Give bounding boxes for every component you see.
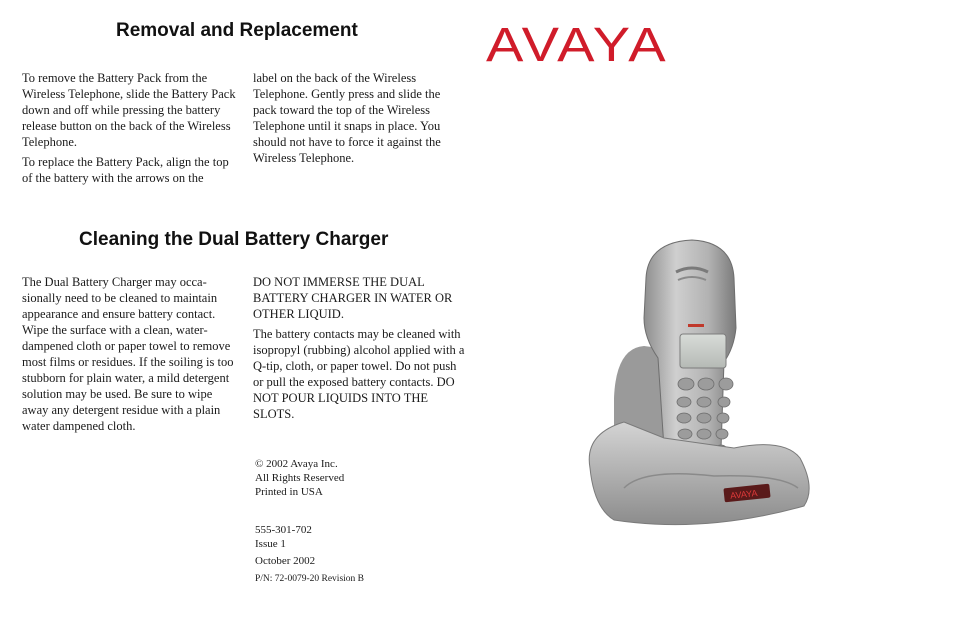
printed-line: Printed in USA	[255, 486, 323, 498]
section-title-cleaning: Cleaning the Dual Battery Charger	[79, 229, 389, 250]
section-title-removal: Removal and Replacement	[116, 20, 358, 41]
rights-line: All Rights Reserved	[255, 472, 345, 484]
document-info-block	[255, 523, 364, 586]
copyright-block	[255, 457, 344, 499]
date: October 2002	[255, 555, 316, 567]
paragraph: The Dual Battery Charger may occa-sionally need to be cleaned to maintain appearance and ensure battery contact. Wipe the surface with a clean, water-dampened cloth or paper towel to remove most films or residues. If the soiling is too stubborn for plain water, a mild detergent solution may be used. Be sure to wipe away any detergent residue with a plain water dampened cloth.	[22, 275, 234, 433]
paragraph: DO NOT IMMERSE THE DUAL BATTERY CHARGER IN WATER OR OTHER LIQUID.	[253, 275, 453, 321]
cleaning-column-2	[253, 274, 469, 426]
removal-column-2	[253, 70, 463, 170]
issue: Issue 1	[255, 538, 286, 550]
product-image	[584, 238, 820, 543]
paragraph: label on the back of the Wireless Telephone. Gently press and slide the pack toward the top of the Wireless Telephone until it snaps in place. You should not have to force it against the Wireless Telephone.	[253, 71, 441, 165]
svg-text:AVAYA: AVAYA	[486, 19, 668, 72]
avaya-logo	[484, 16, 674, 83]
part-number: P/N: 72-0079-20 Revision B	[255, 574, 364, 584]
doc-number: 555-301-702	[255, 524, 312, 536]
copyright-line: © 2002 Avaya Inc.	[255, 458, 338, 470]
avaya-logo-icon	[484, 16, 674, 78]
paragraph: To remove the Battery Pack from the Wireless Telephone, slide the Battery Pack down and off while pressing the battery release button on the back of the Wireless Telephone.	[22, 71, 236, 149]
paragraph: To replace the Battery Pack, align the top of the battery with the arrows on the	[22, 155, 229, 185]
removal-column-1	[22, 70, 240, 190]
wireless-telephone-in-charger-icon	[584, 238, 820, 538]
svg-text:AVAYA: AVAYA	[729, 487, 758, 501]
cleaning-column-1	[22, 274, 240, 438]
paragraph: The battery contacts may be cleaned with isopropyl (rubbing) alcohol applied with a Q-tip, cloth, or paper towel. Do not push or pull the exposed battery contacts. DO NOT POUR LIQUIDS INTO THE SLOTS.	[253, 327, 465, 421]
